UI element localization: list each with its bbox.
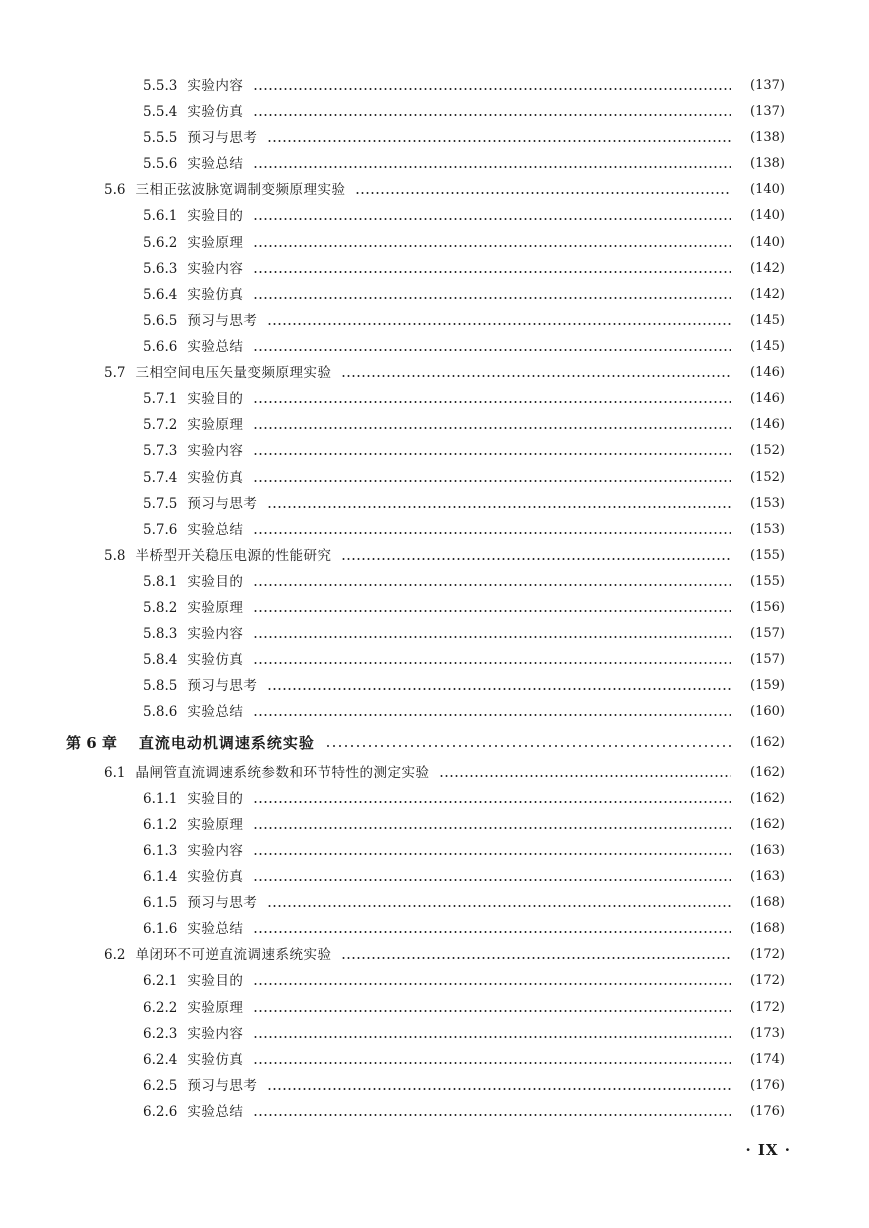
toc-entry-number: 5.5.6 [143, 156, 178, 172]
dot-leader [253, 258, 731, 280]
toc-entry [143, 866, 785, 888]
toc-entry-page: (157) [750, 626, 785, 641]
toc-entry-number: 5.6.1 [143, 208, 178, 224]
toc-entry-page: (138) [750, 130, 785, 145]
toc-entry [143, 701, 785, 723]
toc-entry [143, 649, 785, 671]
toc-entry-title: 实验内容 [187, 1026, 244, 1042]
toc-entry-number: 5.7.3 [143, 443, 178, 459]
dot-leader [253, 918, 731, 940]
toc-entry-title: 预习与思考 [187, 678, 258, 694]
toc-entry-page: (153) [750, 522, 785, 537]
toc-entry [143, 153, 785, 175]
toc-entry-title: 实验目的 [187, 391, 244, 407]
toc-entry [104, 545, 785, 567]
dot-leader [253, 701, 731, 723]
toc-entry-title: 实验仿真 [187, 104, 244, 120]
dot-leader [253, 153, 731, 175]
toc-entry-page: (142) [750, 261, 785, 276]
toc-entry-title: 半桥型开关稳压电源的性能研究 [135, 548, 332, 564]
toc-entry-title: 实验目的 [187, 208, 244, 224]
dot-leader [267, 675, 731, 697]
toc-entry-number: 5.6.3 [143, 261, 178, 277]
toc-entry-title: 实验内容 [187, 261, 244, 277]
dot-leader [253, 997, 731, 1019]
dot-leader [253, 814, 731, 836]
toc-entry-number: 5.8.6 [143, 704, 178, 720]
dot-leader [267, 127, 731, 149]
toc-entry-page: (162) [750, 765, 785, 780]
toc-entry-number: 5.8.5 [143, 678, 178, 694]
toc-entry [143, 970, 785, 992]
toc-entry-page: (146) [750, 391, 785, 406]
dot-leader [253, 467, 731, 489]
toc-entry-page: (155) [750, 548, 785, 563]
toc-entry-title: 实验目的 [187, 973, 244, 989]
dot-leader [253, 336, 731, 358]
toc-entry-number: 6.2.6 [143, 1104, 178, 1120]
toc-entry-number: 5.6.5 [143, 313, 178, 329]
toc-entry-number: 5.8.2 [143, 600, 178, 616]
toc-entry-number: 6.2.5 [143, 1078, 178, 1094]
toc-entry-title: 实验内容 [187, 626, 244, 642]
toc-entry-number: 5.7 [104, 365, 126, 381]
toc-entry-number: 5.7.2 [143, 417, 178, 433]
toc-entry-page: (155) [750, 574, 785, 589]
toc-entry-title: 预习与思考 [187, 1078, 258, 1094]
toc-entry-page: (173) [750, 1026, 785, 1041]
dot-leader [253, 1049, 731, 1071]
toc-entry-page: (152) [750, 470, 785, 485]
toc-entry-number: 6.1.2 [143, 817, 178, 833]
toc-entry-page: (140) [750, 235, 785, 250]
toc-entry [143, 467, 785, 489]
toc-entry [143, 336, 785, 358]
toc-entry-page: (156) [750, 600, 785, 615]
toc-entry-page: (152) [750, 443, 785, 458]
toc-entry-title: 直流电动机调速系统实验 [138, 734, 315, 752]
dot-leader [253, 75, 731, 97]
toc-entry [143, 310, 785, 332]
toc-entry-page: (168) [750, 921, 785, 936]
toc-entry-title: 实验内容 [187, 843, 244, 859]
dot-leader [253, 649, 731, 671]
toc-entry [104, 944, 785, 966]
toc-entry-page: (162) [750, 791, 785, 806]
dot-leader [253, 205, 731, 227]
dot-leader [355, 179, 731, 201]
dot-leader [253, 788, 731, 810]
dot-leader [253, 414, 731, 436]
dot-leader [341, 944, 731, 966]
toc-entry-page: (145) [750, 313, 785, 328]
dot-leader [253, 970, 731, 992]
toc-entry [143, 414, 785, 436]
toc-entry-page: (137) [750, 78, 785, 93]
toc-entry-page: (153) [750, 496, 785, 511]
dot-leader [253, 232, 731, 254]
toc-entry [143, 997, 785, 1019]
dot-leader [253, 284, 731, 306]
toc-entry-page: (176) [750, 1104, 785, 1119]
toc-entry-title: 实验总结 [187, 1104, 244, 1120]
toc-entry-number: 第 6 章 [66, 734, 117, 752]
toc-entry [143, 1049, 785, 1071]
toc-entry-title: 实验原理 [187, 1000, 244, 1016]
toc-entry-number: 5.8 [104, 548, 126, 564]
toc-entry [143, 1075, 785, 1097]
toc-entry-number: 6.1.4 [143, 869, 178, 885]
toc-entry-title: 实验总结 [187, 704, 244, 720]
toc-entry-number: 6.2 [104, 947, 126, 963]
dot-leader [253, 440, 731, 462]
toc-entry [143, 623, 785, 645]
toc-entry-number: 5.5.3 [143, 78, 178, 94]
toc-entry-title: 实验原理 [187, 235, 244, 251]
toc-entry [143, 440, 785, 462]
toc-entry-number: 6.1.1 [143, 791, 178, 807]
dot-leader [253, 623, 731, 645]
toc-entry-title: 三相正弦波脉宽调制变频原理实验 [135, 182, 346, 198]
toc-entry [143, 101, 785, 123]
toc-entry [143, 892, 785, 914]
toc-entry-title: 实验总结 [187, 339, 244, 355]
dot-leader [341, 362, 731, 384]
toc-entry-page: (162) [750, 817, 785, 832]
toc-entry-page: (145) [750, 339, 785, 354]
toc-entry-number: 5.6.6 [143, 339, 178, 355]
toc-entry-title: 实验仿真 [187, 869, 244, 885]
toc-entry-number: 6.2.3 [143, 1026, 178, 1042]
toc-entry-number: 5.8.3 [143, 626, 178, 642]
toc-entry [143, 597, 785, 619]
toc-entry-title: 实验目的 [187, 791, 244, 807]
toc-entry [104, 179, 785, 201]
toc-entry-number: 6.1.3 [143, 843, 178, 859]
toc-entry-title: 实验总结 [187, 156, 244, 172]
toc-entry [143, 284, 785, 306]
toc-entry-title: 实验仿真 [187, 287, 244, 303]
dot-leader [253, 101, 731, 123]
dot-leader [253, 519, 731, 541]
toc-entry-title: 实验目的 [187, 574, 244, 590]
toc-entry-page: (172) [750, 1000, 785, 1015]
toc-entry-number: 5.7.5 [143, 496, 178, 512]
toc-entry-page: (142) [750, 287, 785, 302]
toc-entry-page: (146) [750, 417, 785, 432]
dot-leader [253, 597, 731, 619]
toc-entry-number: 6.1.5 [143, 895, 178, 911]
toc-entry [104, 362, 785, 384]
toc-entry-number: 5.6.4 [143, 287, 178, 303]
toc-entry-title: 单闭环不可逆直流调速系统实验 [135, 947, 332, 963]
toc-entry-title: 实验总结 [187, 522, 244, 538]
toc-entry-title: 实验原理 [187, 817, 244, 833]
toc-entry [143, 258, 785, 280]
toc-entry-title: 晶闸管直流调速系统参数和环节特性的测定实验 [135, 765, 430, 781]
dot-leader [267, 493, 731, 515]
toc-entry [143, 75, 785, 97]
toc-entry-page: (176) [750, 1078, 785, 1093]
toc-entry [143, 840, 785, 862]
toc-entry-number: 5.5.5 [143, 130, 178, 146]
toc-entry-page: (174) [750, 1052, 785, 1067]
toc-entry-title: 实验仿真 [187, 1052, 244, 1068]
toc-entry [143, 205, 785, 227]
dot-leader [325, 732, 731, 754]
dot-leader [439, 762, 731, 784]
toc-entry-page: (163) [750, 843, 785, 858]
toc-entry-title: 预习与思考 [187, 313, 258, 329]
toc-entry-title: 实验仿真 [187, 652, 244, 668]
toc-entry-page: (140) [750, 182, 785, 197]
toc-entry [143, 1101, 785, 1123]
dot-leader [253, 1101, 731, 1123]
toc-entry [143, 814, 785, 836]
toc-entry-number: 6.2.2 [143, 1000, 178, 1016]
toc-entry [143, 918, 785, 940]
toc-entry-title: 预习与思考 [187, 130, 258, 146]
toc-entry [143, 388, 785, 410]
dot-leader [253, 840, 731, 862]
toc-entry [143, 675, 785, 697]
toc-entry-title: 实验原理 [187, 600, 244, 616]
toc-entry-page: (138) [750, 156, 785, 171]
toc-entry-title: 实验仿真 [187, 470, 244, 486]
toc-entry-number: 5.6.2 [143, 235, 178, 251]
toc-entry-page: (137) [750, 104, 785, 119]
toc-entry-title: 实验内容 [187, 443, 244, 459]
toc-entry-number: 5.6 [104, 182, 126, 198]
toc-entry-number: 6.2.1 [143, 973, 178, 989]
toc-entry [143, 127, 785, 149]
toc-entry-page: (159) [750, 678, 785, 693]
toc-entry-page: (146) [750, 365, 785, 380]
dot-leader [267, 892, 731, 914]
toc-entry-page: (160) [750, 704, 785, 719]
toc-entry-title: 预习与思考 [187, 496, 258, 512]
toc-entry-number: 5.5.4 [143, 104, 178, 120]
toc-entry-title: 实验原理 [187, 417, 244, 433]
toc-entry-title: 预习与思考 [187, 895, 258, 911]
toc-entry-number: 5.8.1 [143, 574, 178, 590]
toc-entry-number: 5.8.4 [143, 652, 178, 668]
toc-entry-page: (162) [750, 735, 785, 750]
toc-entry [143, 232, 785, 254]
toc-entry-page: (163) [750, 869, 785, 884]
toc-entry-number: 6.2.4 [143, 1052, 178, 1068]
toc-entry-title: 实验内容 [187, 78, 244, 94]
dot-leader [253, 866, 731, 888]
toc-entry [66, 732, 785, 754]
dot-leader [253, 1023, 731, 1045]
toc-entry-page: (172) [750, 973, 785, 988]
toc-entry [143, 571, 785, 593]
dot-leader [253, 571, 731, 593]
toc-entry [143, 1023, 785, 1045]
toc-entry [143, 788, 785, 810]
toc-entry-number: 6.1 [104, 765, 126, 781]
toc-entry-page: (157) [750, 652, 785, 667]
dot-leader [267, 310, 731, 332]
dot-leader [341, 545, 731, 567]
toc-entry-page: (140) [750, 208, 785, 223]
toc-entry-title: 实验总结 [187, 921, 244, 937]
toc-entry [104, 762, 785, 784]
toc-entry-title: 三相空间电压矢量变频原理实验 [135, 365, 332, 381]
toc-entry [143, 519, 785, 541]
dot-leader [253, 388, 731, 410]
toc-entry [143, 493, 785, 515]
toc-entry-number: 5.7.4 [143, 470, 178, 486]
toc-entry-page: (168) [750, 895, 785, 910]
toc-entry-number: 5.7.6 [143, 522, 178, 538]
dot-leader [267, 1075, 731, 1097]
toc-entry-number: 6.1.6 [143, 921, 178, 937]
toc-entry-number: 5.7.1 [143, 391, 178, 407]
page-number: · IX · [745, 1141, 791, 1159]
toc-entry-page: (172) [750, 947, 785, 962]
